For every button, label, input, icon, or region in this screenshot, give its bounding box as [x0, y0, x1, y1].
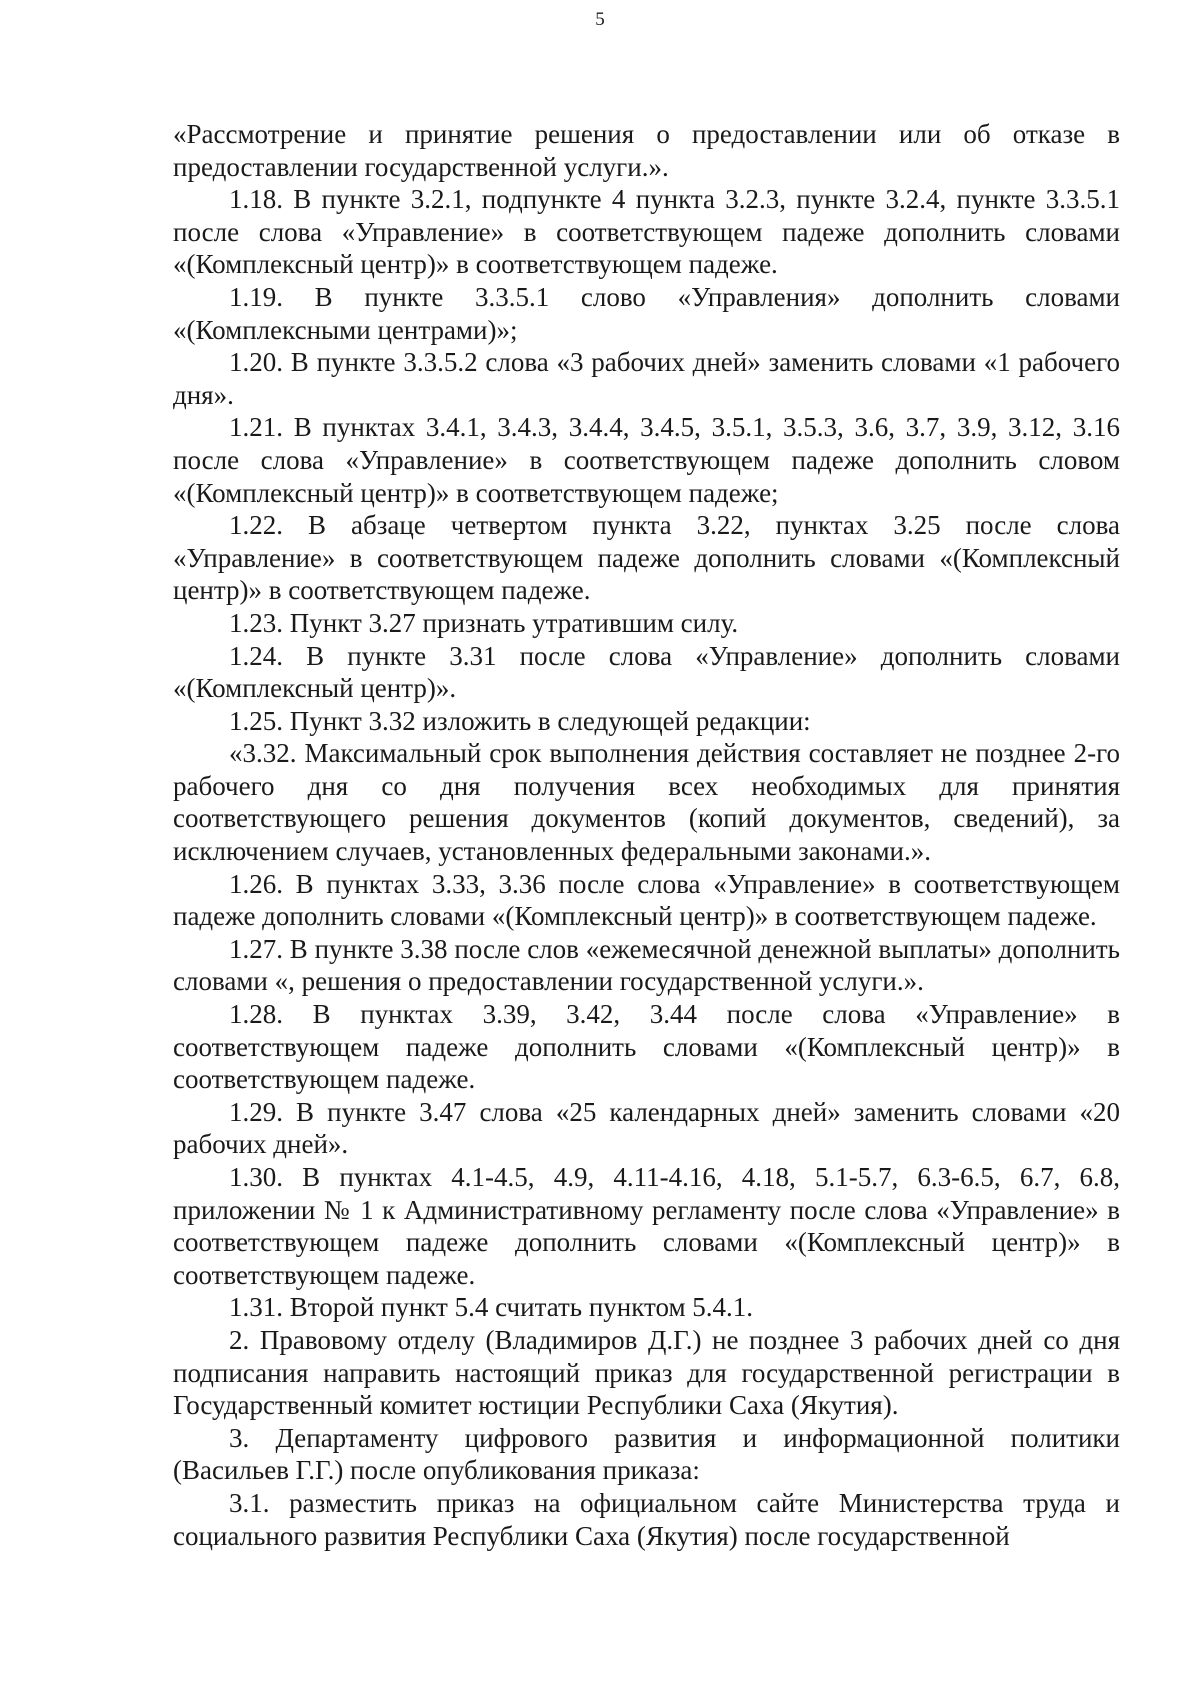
paragraph-1-26: 1.26. В пунктах 3.33, 3.36 после слова «Управление» в соответствующем падеже дополнить словами «(Комплексный центр)» в соответствующем падеже.	[173, 868, 1120, 932]
paragraph-1-22: 1.22. В абзаце четвертом пункта 3.22, пунктах 3.25 после слова «Управление» в соответствующем падеже дополнить словами «(Комплексный центр)» в соответствующем падеже.	[173, 510, 1120, 606]
paragraph-3-1: 3.1. разместить приказ на официальном сайте Министерства труда и социального развития Республики Саха (Якутия) после государственной	[173, 1487, 1120, 1551]
paragraph-1-19: 1.19. В пункте 3.3.5.1 слово «Управления» дополнить словами «(Комплексными центрами)»;	[173, 281, 1120, 345]
page-number: 5	[595, 9, 605, 30]
paragraph-1-24: 1.24. В пункте 3.31 после слова «Управление» дополнить словами «(Комплексный центр)».	[173, 640, 1120, 704]
paragraph-1-23: 1.23. Пункт 3.27 признать утратившим силу.	[229, 607, 739, 638]
paragraph-1-30: 1.30. В пунктах 4.1-4.5, 4.9, 4.11-4.16, 4.18, 5.1-5.7, 6.3-6.5, 6.7, 6.8, приложении № 1 к Административному регламенту после слова «Управление» в соответствующем падеже дополнить словами «(Комплексный центр)» в соответствующем падеже.	[173, 1162, 1120, 1290]
paragraph-1-29: 1.29. В пункте 3.47 слова «25 календарных дней» заменить словами «20 рабочих дней».	[173, 1096, 1120, 1160]
paragraph-1-25: 1.25. Пункт 3.32 изложить в следующей редакции:	[229, 705, 811, 736]
paragraph-1-28: 1.28. В пунктах 3.39, 3.42, 3.44 после слова «Управление» в соответствующем падеже дополнить словами «(Комплексный центр)» в соответствующем падеже.	[173, 999, 1120, 1095]
paragraph-1-20: 1.20. В пункте 3.3.5.2 слова «3 рабочих дней» заменить словами «1 рабочего дня».	[173, 347, 1120, 410]
document-body	[173, 118, 1120, 1552]
paragraph-1-18: 1.18. В пункте 3.2.1, подпункте 4 пункта 3.2.3, пункте 3.2.4, пункте 3.3.5.1 после слова «Управление» в соответствующем падеже дополнить словами «(Комплексный центр)» в соответствующем падеже.	[173, 184, 1120, 280]
paragraph-1-21: 1.21. В пунктах 3.4.1, 3.4.3, 3.4.4, 3.4.5, 3.5.1, 3.5.3, 3.6, 3.7, 3.9, 3.12, 3.16 после слова «Управление» в соответствующем падеже дополнить словом «(Комплексный центр)» в соответствующем падеже;	[173, 412, 1120, 508]
paragraph-3-32-quote: «3.32. Максимальный срок выполнения действия составляет не позднее 2-го рабочего дня со дня получения всех необходимых для принятия соответствующего решения документов (копий документов, сведений), за исключением случаев, установленных федеральными законами.».	[173, 738, 1120, 867]
paragraph-1-31: 1.31. Второй пункт 5.4 считать пунктом 5.4.1.	[229, 1292, 754, 1323]
paragraph-1-27: 1.27. В пункте 3.38 после слов «ежемесячной денежной выплаты» дополнить словами «, решения о предоставлении государственной услуги.».	[173, 933, 1120, 997]
paragraph-3: 3. Департаменту цифрового развития и информационной политики (Васильев Г.Г.) после опубликования приказа:	[173, 1422, 1120, 1486]
paragraph-2: 2. Правовому отделу (Владимиров Д.Г.) не позднее 3 рабочих дней со дня подписания направить настоящий приказ для государственной регистрации в Государственный комитет юстиции Республики Саха (Якутия).	[173, 1324, 1120, 1421]
paragraph-continuation: «Рассмотрение и принятие решения о предоставлении или об отказе в предоставлении государственной услуги.».	[173, 119, 1120, 182]
